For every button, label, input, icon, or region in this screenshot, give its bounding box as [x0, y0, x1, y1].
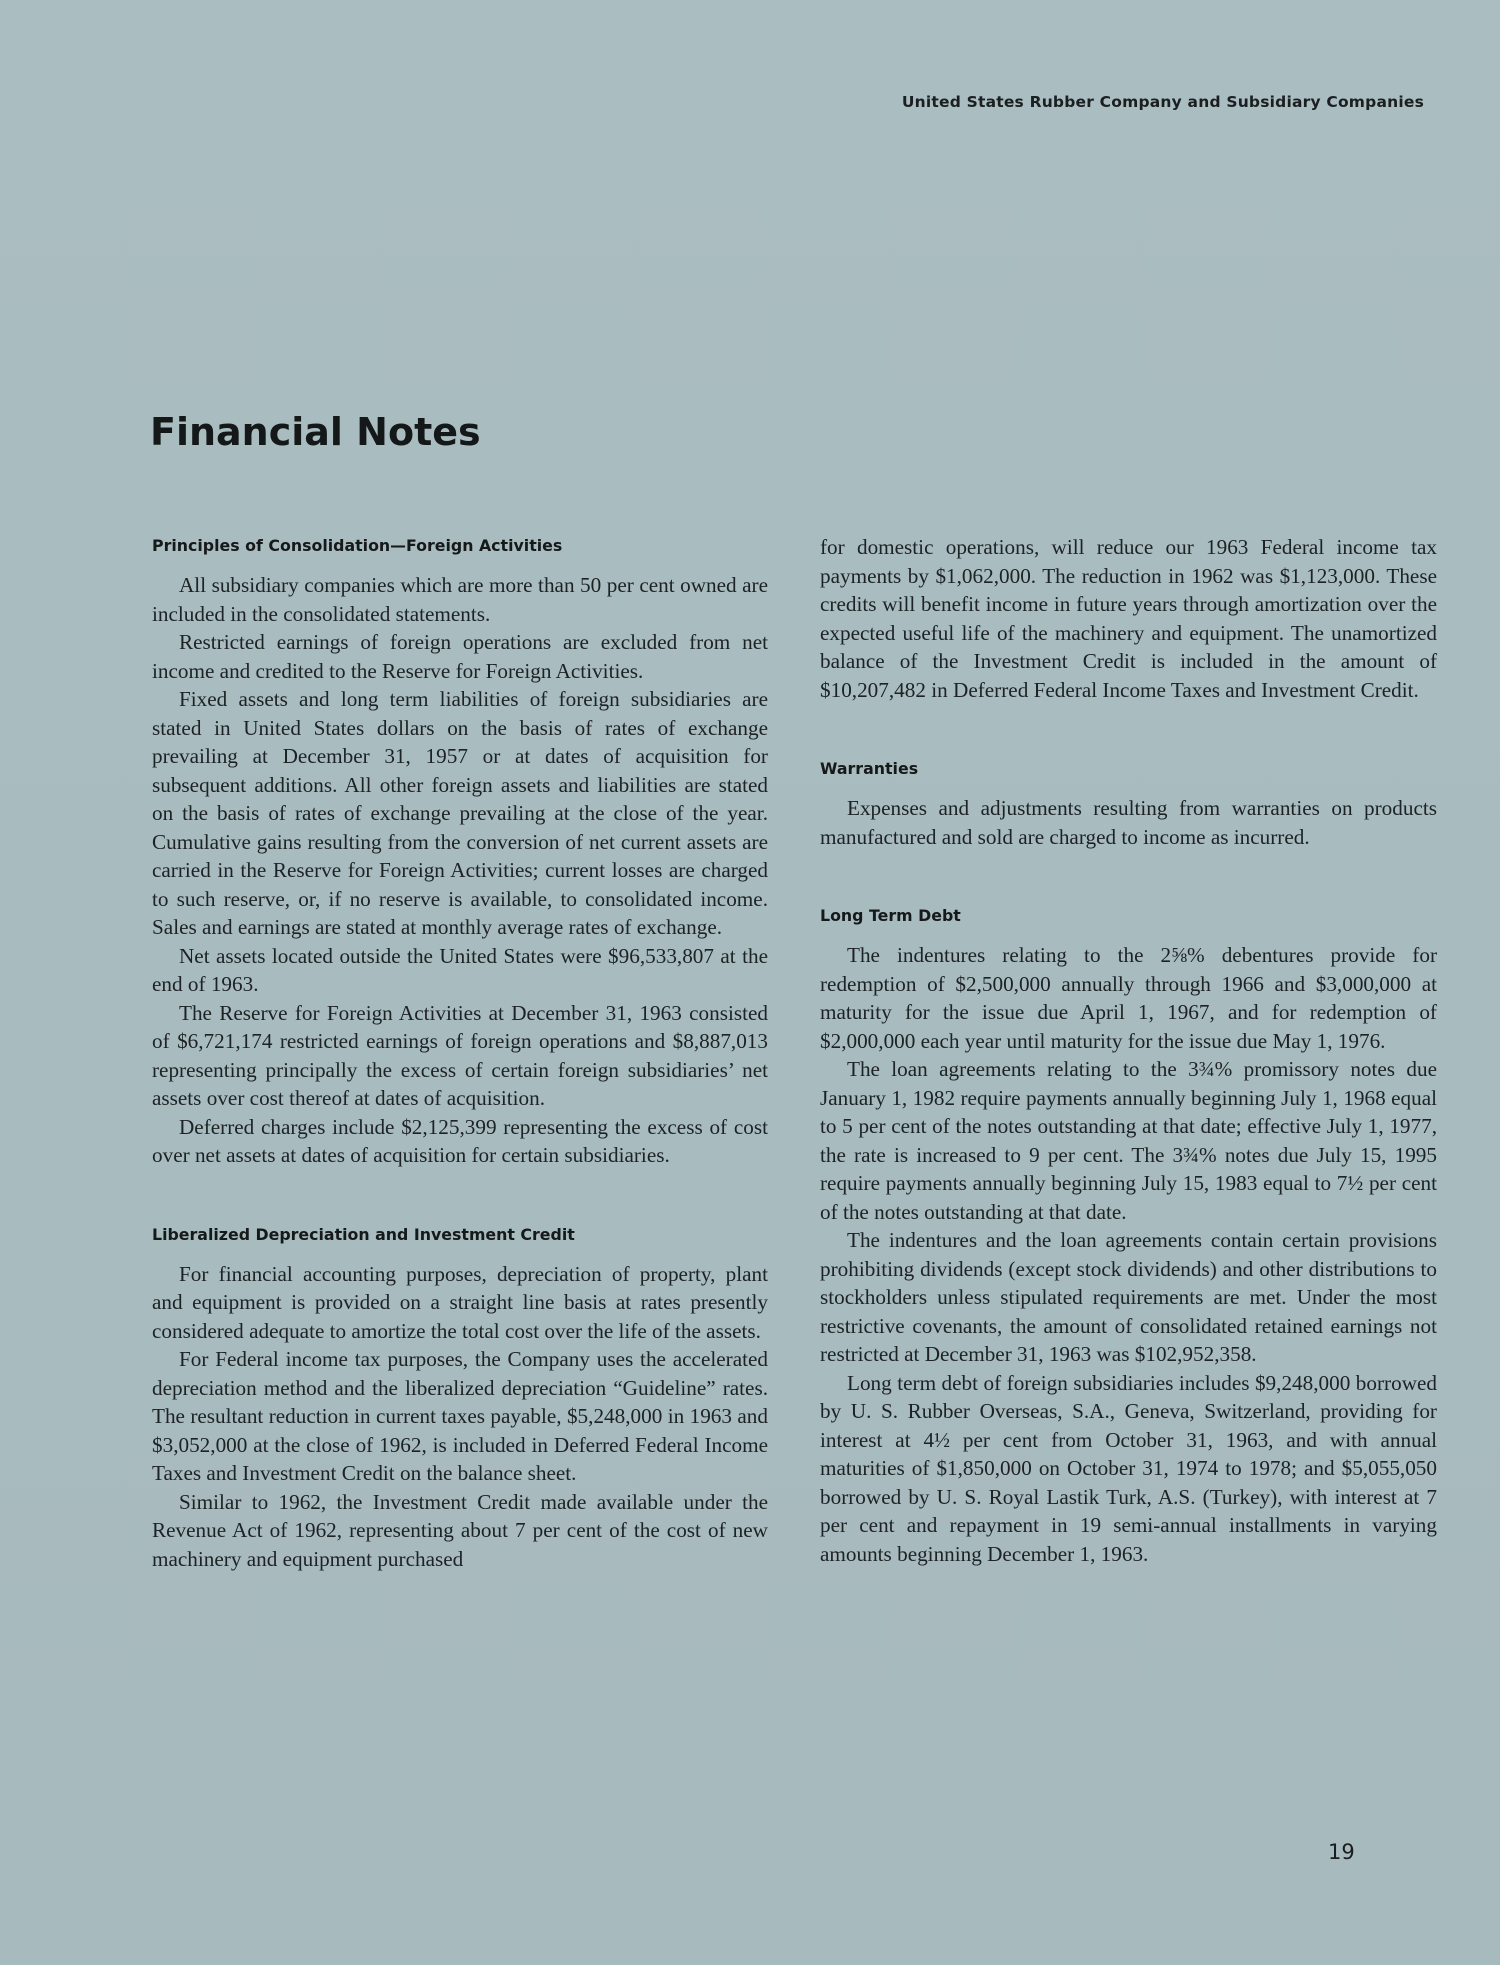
- section-heading: Warranties: [820, 759, 919, 778]
- paragraph: The loan agreements relating to the 3¾% promissory notes due January 1, 1982 require payments annually beginning July 1, 1968 equal to 5 per cent of the notes outstanding at that date; effective July 1, 1977, the rate is increased to 9 per cent. The 3¾% notes due July 15, 1995 require payments annually beginning July 15, 1983 equal to 7½ per cent of the notes outstanding at that date.: [820, 1057, 1437, 1224]
- right-column: [820, 533, 1437, 1620]
- section-principles-of-consolidation: [152, 533, 768, 1170]
- paragraph: Restricted earnings of foreign operations are excluded from net income and credited to the Reserve for Foreign Activities.: [152, 630, 768, 683]
- paragraph: The Reserve for Foreign Activities at December 31, 1963 consisted of $6,721,174 restricted earnings of foreign operations and $8,887,013 representing principally the excess of certain foreign subsidiaries’ net assets over cost thereof at dates of acquisition.: [152, 1000, 768, 1110]
- paragraph: Long term debt of foreign subsidiaries includes $9,248,000 borrowed by U. S. Rubber Overseas, S.A., Geneva, Switzerland, providing for interest at 4½ per cent from October 31, 1963, and with annual maturities of $1,850,000 on October 31, 1974 to 1978; and $5,055,050 borrowed by U. S. Royal Lastik Turk, A.S. (Turkey), with interest at 7 per cent and repayment in 19 semi-annual installments in varying amounts beginning December 1, 1963.: [820, 1370, 1437, 1566]
- paragraph: The indentures relating to the 2⅝% debentures provide for redemption of $2,500,000 annually through 1966 and $3,000,000 at maturity for the issue due April 1, 1967, and for redemption of $2,000,000 each year until maturity for the issue due May 1, 1976.: [820, 943, 1437, 1053]
- section-heading: Liberalized Depreciation and Investment Credit: [152, 1224, 575, 1244]
- paragraph: Net assets located outside the United States were $96,533,807 at the end of 1963.: [152, 943, 768, 996]
- paragraph: For financial accounting purposes, depreciation of property, plant and equipment is provided on a straight line basis at rates presently considered adequate to amortize the total cost over the life of the assets.: [152, 1261, 768, 1343]
- paragraph-continuation: for domestic operations, will reduce our 1963 Federal income tax payments by $1,062,000. The reduction in 1962 was $1,123,000. These credits will benefit income in future years through amortization over the expected useful life of the machinery and equipment. The unamortized balance of the Investment Credit is included in the amount of $10,207,482 in Deferred Federal Income Taxes and Investment Credit.: [820, 535, 1437, 702]
- page-title: Financial Notes: [150, 410, 481, 454]
- paragraph: Deferred charges include $2,125,399 representing the excess of cost over net assets at dates of acquisition for certain subsidiaries.: [152, 1114, 768, 1167]
- paragraph: All subsidiary companies which are more than 50 per cent owned are included in the consolidated statements.: [152, 573, 768, 626]
- section-heading: Principles of Consolidation—Foreign Activities: [152, 536, 563, 555]
- section-long-term-debt: [820, 903, 1437, 1568]
- page-number: 19: [1328, 1840, 1355, 1864]
- company-header: United States Rubber Company and Subsidiary Companies: [901, 93, 1424, 111]
- section-heading: Long Term Debt: [820, 906, 961, 925]
- left-column: [152, 533, 768, 1625]
- section-liberalized-depreciation: [152, 1222, 768, 1574]
- paragraph: Expenses and adjustments resulting from warranties on products manufactured and sold are charged to income as incurred.: [820, 796, 1437, 849]
- section-warranties: [820, 756, 1437, 851]
- paragraph: Similar to 1962, the Investment Credit made available under the Revenue Act of 1962, representing about 7 per cent of the cost of new machinery and equipment purchased: [152, 1489, 768, 1571]
- paragraph: The indentures and the loan agreements contain certain provisions prohibiting dividends (except stock dividends) and other distributions to stockholders unless stipulated requirements are met. Under the most restrictive covenants, the amount of consolidated retained earnings not restricted at December 31, 1963 was $102,952,358.: [820, 1228, 1437, 1366]
- section-continuation: [820, 533, 1437, 704]
- paragraph: For Federal income tax purposes, the Company uses the accelerated depreciation method and the liberalized depreciation “Guideline” rates. The resultant reduction in current taxes payable, $5,248,000 in 1963 and $3,052,000 at the close of 1962, is included in Deferred Federal Income Taxes and Investment Credit on the balance sheet.: [152, 1347, 768, 1485]
- paragraph: Fixed assets and long term liabilities of foreign subsidiaries are stated in United States dollars on the basis of rates of exchange prevailing at December 31, 1957 or at dates of acquisition for subsequent additions. All other foreign assets and liabilities are stated on the basis of rates of exchange prevailing at the close of the year. Cumulative gains resulting from the conversion of net current assets are carried in the Reserve for Foreign Activities; current losses are charged to such reserve, or, if no reserve is available, to consolidated income. Sales and earnings are stated at monthly average rates of exchange.: [152, 687, 768, 939]
